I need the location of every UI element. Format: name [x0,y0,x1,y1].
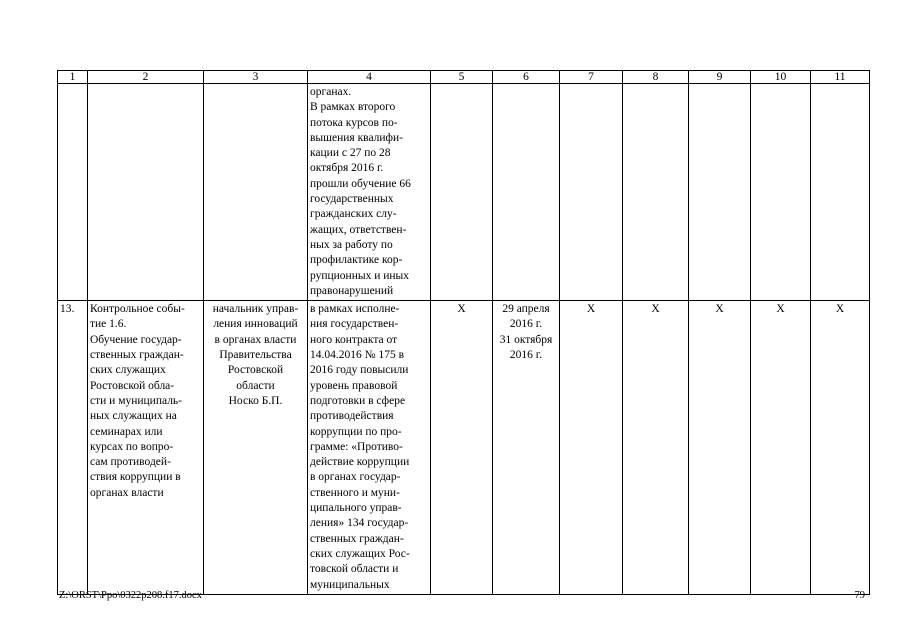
date-cell: 29 апреля 2016 г. 31 октября 2016 г. [493,301,560,595]
result-cell: в рамках исполне- ния государствен- ного контракта от 14.04.2016 № 175 в 2016 году повысили уровень правовой подготовки в сфере противодействия коррупции по про- грамме: «Противо- действие коррупции в органах государ- ственного и муни- ципального управ- ления» 134 государ- ственных граждан- ских служащих Рос- товской области и муниципальных [308,301,431,595]
empty-cell [689,84,751,301]
column-number-cell: 9 [689,71,751,84]
mark-cell: X [689,301,751,595]
column-number-cell: 1 [58,71,88,84]
column-number-cell: 6 [493,71,560,84]
mark-cell: X [811,301,870,595]
column-number-cell: 4 [308,71,431,84]
responsible-cell: начальник управ- ления инноваций в органах власти Правительства Ростовской области Носко Б.П. [204,301,308,595]
table-row-continuation [58,84,870,301]
empty-cell [560,84,623,301]
row-number-cell: 13. [58,301,88,595]
mark-cell: X [560,301,623,595]
empty-cell [811,84,870,301]
column-number-cell: 7 [560,71,623,84]
empty-cell [623,84,689,301]
mark-cell: X [751,301,811,595]
page-number: 79 [854,590,865,601]
column-number-cell: 11 [811,71,870,84]
report-table [57,70,870,595]
event-cell: Контрольное собы- тие 1.6. Обучение государ- ственных граждан- ских служащих Ростовской обла- сти и муниципаль- ных служащих на семинарах или курсах по вопро- сам противодей- ствия коррупции в органах власти [88,301,204,595]
mark-cell: X [431,301,493,595]
empty-cell [58,84,88,301]
column-number-cell: 8 [623,71,689,84]
column-number-row [58,71,870,84]
column-number-cell: 2 [88,71,204,84]
result-cell: органах. В рамках второго потока курсов по- вышения квалифи- кации с 27 по 28 октября 2016 г. прошли обучение 66 государственных гражданских слу- жащих, ответствен- ных за работу по профилактике кор- рупционных и иных правонарушений [308,84,431,301]
empty-cell [204,84,308,301]
empty-cell [88,84,204,301]
table-row-13 [58,301,870,595]
empty-cell [751,84,811,301]
mark-cell: X [623,301,689,595]
column-number-cell: 10 [751,71,811,84]
file-path-footer: Z:\ORST\Ppo\0322p208.f17.docx [59,590,202,601]
empty-cell [431,84,493,301]
empty-cell [493,84,560,301]
column-number-cell: 5 [431,71,493,84]
column-number-cell: 3 [204,71,308,84]
